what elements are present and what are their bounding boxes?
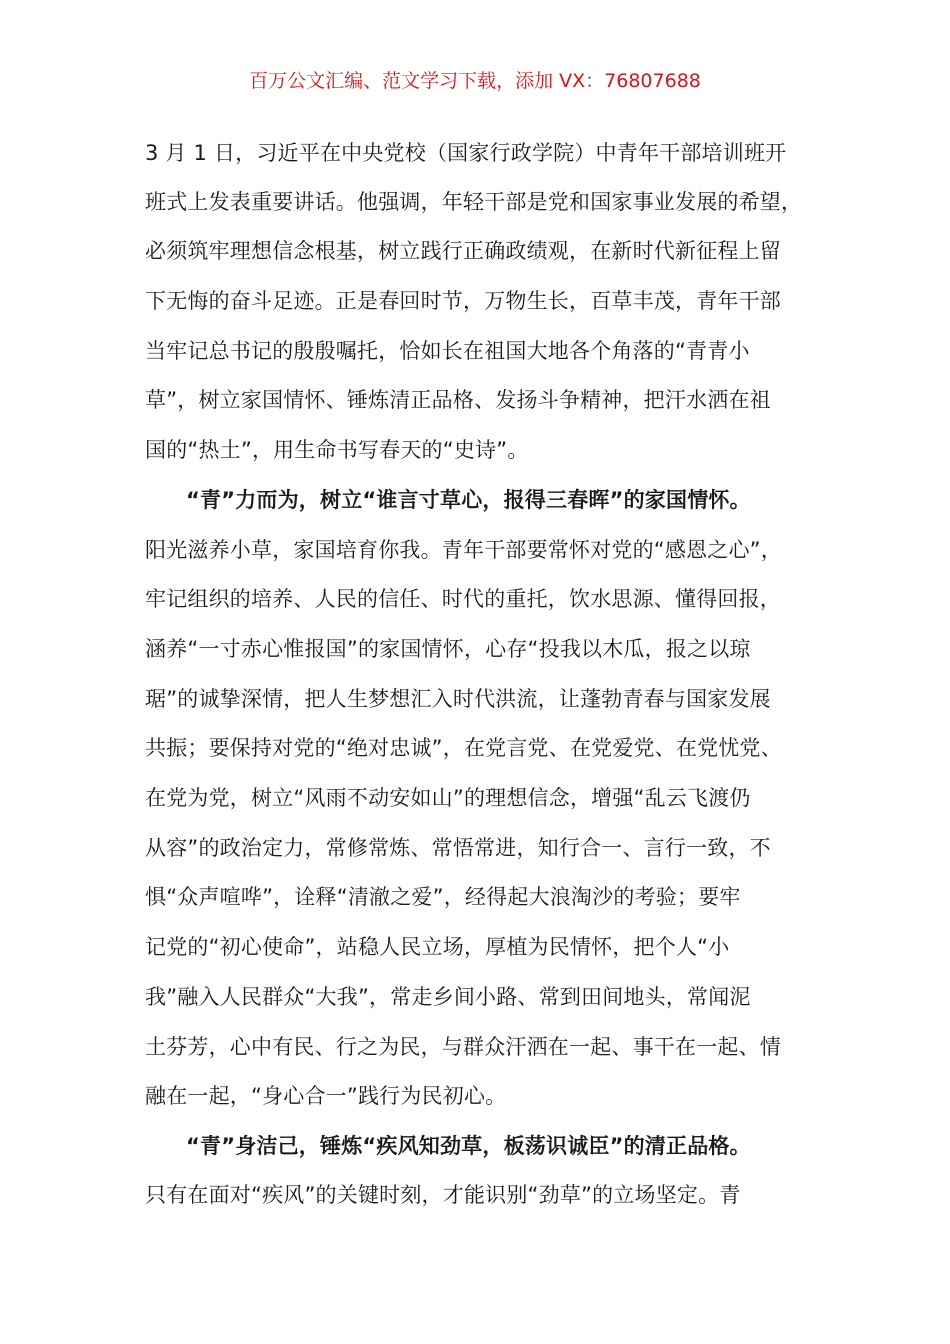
body-line-6: 草”，树立家国情怀、锤炼清正品格、发扬斗争精神，把汗水洒在祖 xyxy=(145,388,771,412)
body-line-13: 共振；要保持对党的“绝对忠诚”，在党言党、在党爱党、在党忧党、 xyxy=(145,736,782,760)
body-line-9: 阳光滋养小草，家国培育你我。青年干部要常怀对党的“感恩之心”， xyxy=(145,538,782,562)
section-heading-1: “青”力而为，树立“谁言寸草心，报得三春晖”的家国情怀。 xyxy=(186,488,751,512)
body-line-1: 3 月 1 日，习近平在中央党校（国家行政学院）中青年干部培训班开 xyxy=(145,141,787,165)
body-line-10: 牢记组织的培养、人民的信任、时代的重托，饮水思源、懂得回报， xyxy=(145,587,781,611)
body-line-5: 当牢记总书记的殷殷嘱托，恰如长在祖国大地各个角落的“青青小 xyxy=(145,339,750,363)
body-line-3: 必须筑牢理想信念根基，树立践行正确政绩观，在新时代新征程上留 xyxy=(145,239,781,263)
body-line-16: 惧“众声喧哗”，诠释“清澈之爱”，经得起大浪淘沙的考验；要牢 xyxy=(145,885,741,909)
body-line-11: 涵养“一寸赤心惟报国”的家国情怀，心存“投我以木瓜，报之以琼 xyxy=(145,637,751,661)
body-line-20: 融在一起，“身心合一”践行为民初心。 xyxy=(145,1084,507,1108)
section-heading-2: “青”身洁己，锤炼“疾风知劲草，板荡识诚臣”的清正品格。 xyxy=(186,1134,751,1158)
body-line-4: 下无悔的奋斗足迹。正是春回时节，万物生长，百草丰茂，青年干部 xyxy=(145,289,781,313)
body-line-15: 从容”的政治定力，常修常炼、常悟常进，知行合一、言行一致，不 xyxy=(145,836,771,860)
body-line-14: 在党为党，树立“风雨不动安如山”的理想信念，增强“乱云飞渡仍 xyxy=(145,786,751,810)
body-line-12: 琚”的诚挚深情，把人生梦想汇入时代洪流，让蓬勃青春与国家发展 xyxy=(145,687,771,711)
body-line-17: 记党的“初心使命”，站稳人民立场，厚植为民情怀，把个人“小 xyxy=(145,935,730,959)
body-line-18: 我”融入人民群众“大我”，常走乡间小路、常到田间地头，常闻泥 xyxy=(145,985,751,1009)
body-line-2: 班式上发表重要讲话。他强调，年轻干部是党和国家事业发展的希望， xyxy=(145,190,803,214)
body-line-19: 土芬芳，心中有民、行之为民，与群众汗洒在一起、事干在一起、情 xyxy=(145,1035,781,1059)
body-line-7: 国的“热土”，用生命书写春天的“史诗”。 xyxy=(145,438,529,462)
body-line-22: 只有在面对“疾风”的关键时刻，才能识别“劲草”的立场坚定。青 xyxy=(145,1183,741,1207)
watermark-header: 百万公文汇编、范文学习下载，添加 VX：76807688 xyxy=(249,70,701,92)
